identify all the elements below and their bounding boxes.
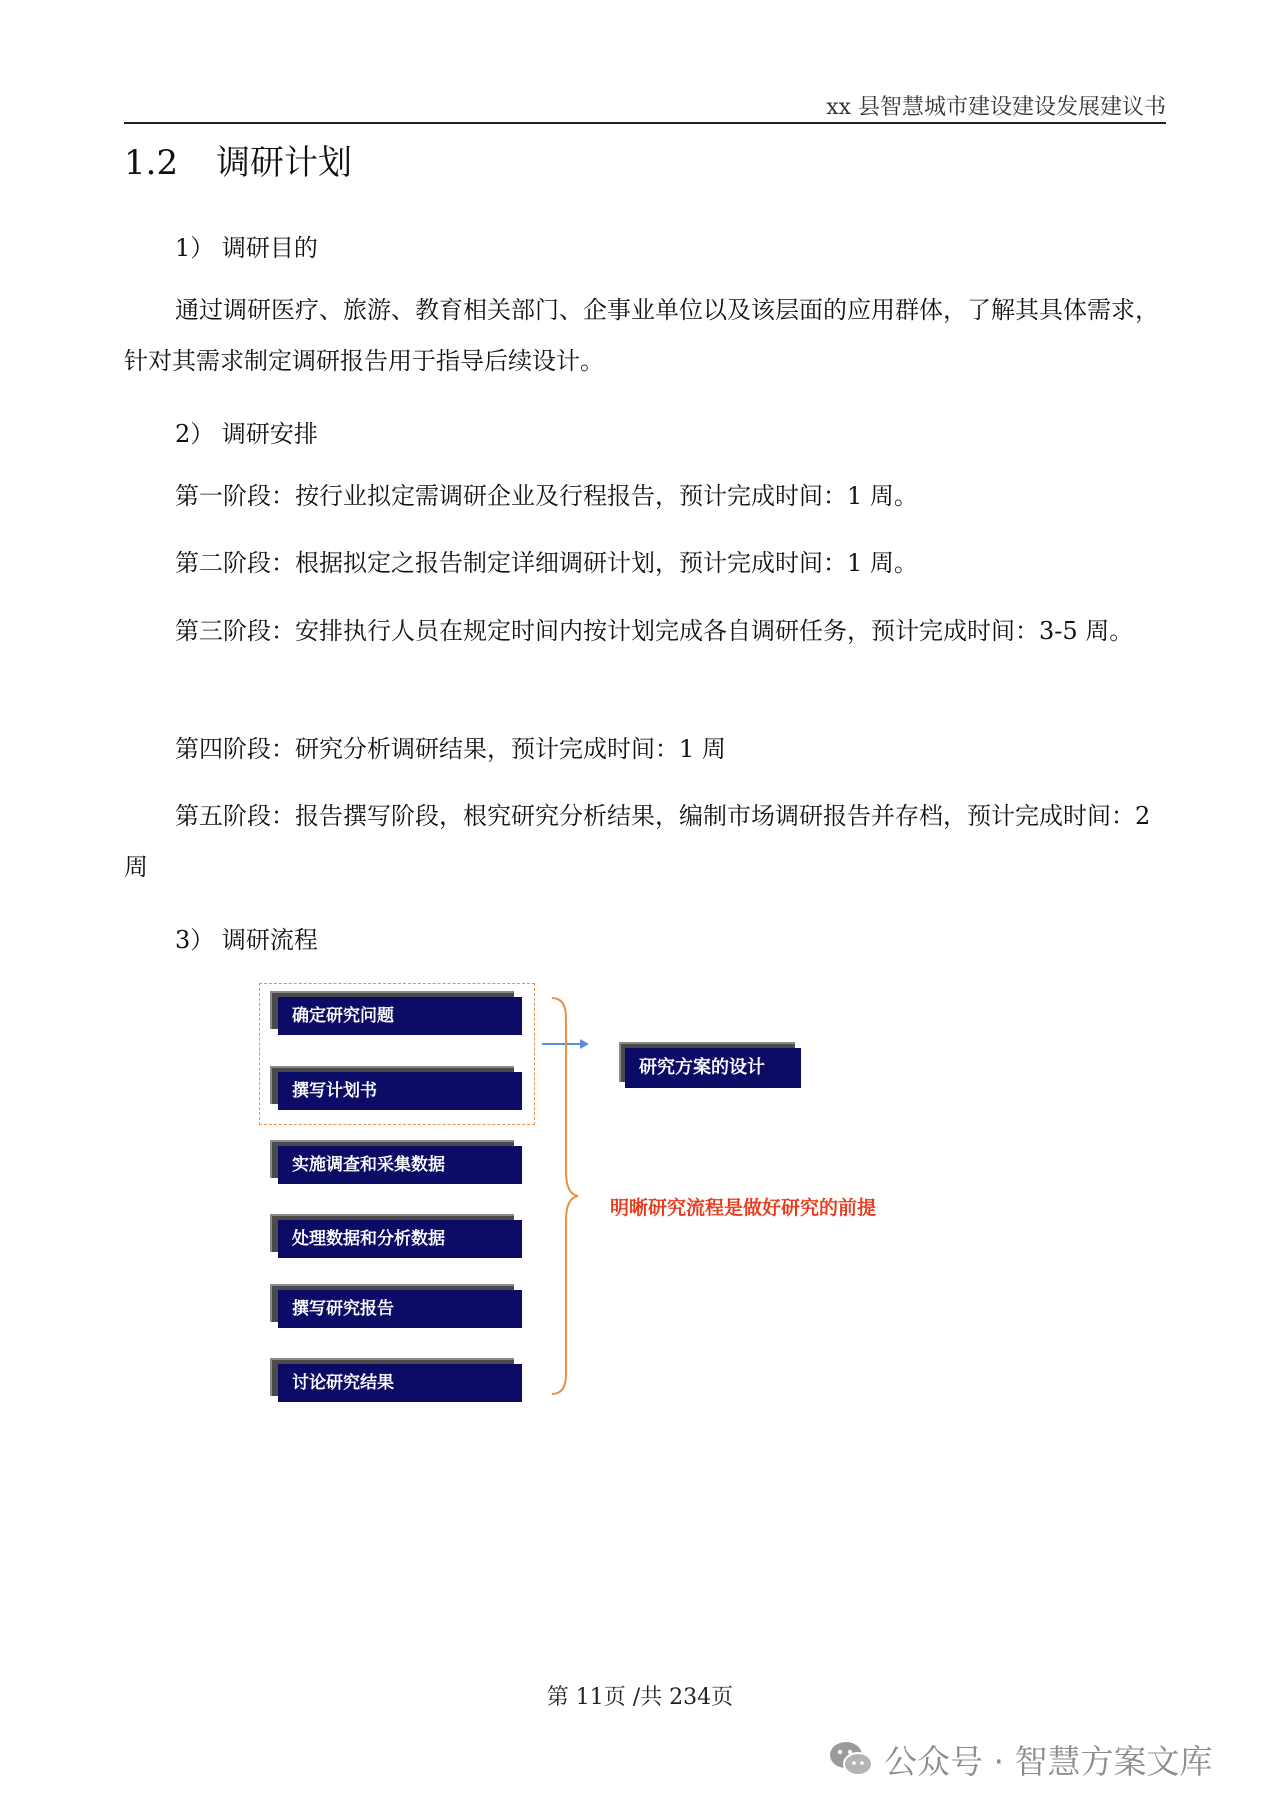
design-box-label: 研究方案的设计	[625, 1048, 801, 1088]
purpose-heading: 1） 调研目的	[175, 234, 318, 262]
watermark	[828, 1734, 1212, 1784]
section-heading	[124, 135, 352, 184]
process-step	[270, 1140, 514, 1178]
process-step	[270, 1358, 514, 1396]
process-step-label: 确定研究问题	[278, 997, 522, 1035]
process-step-label: 撰写计划书	[278, 1072, 522, 1110]
page-number: 第 11页 /共 234页	[546, 1685, 734, 1710]
design-box	[619, 1042, 795, 1082]
right-brace-icon	[540, 996, 580, 1396]
stage-2: 第二阶段：根据拟定之报告制定详细调研计划，预计完成时间：1 周。	[175, 549, 918, 577]
document-title: xx 县智慧城市建设建设发展建议书	[826, 95, 1166, 120]
watermark-text: 公众号 · 智慧方案文库	[884, 1741, 1213, 1781]
stage-5: 第五阶段：报告撰写阶段，根究研究分析结果，编制市场调研报告并存档，预计完成时间：2 周	[124, 802, 1151, 881]
stage-3: 第三阶段：安排执行人员在规定时间内按计划完成各自调研任务，预计完成时间：3-5 周。	[175, 617, 1134, 645]
arrangement-heading: 2） 调研安排	[175, 420, 318, 448]
purpose-text: 通过调研医疗、旅游、教育相关部门、企事业单位以及该层面的应用群体，了解其具体需求，针对其需求制定调研报告用于指导后续设计。	[124, 296, 1159, 375]
stage-4: 第四阶段：研究分析调研结果，预计完成时间：1 周	[175, 735, 726, 763]
section-number: 1.2	[124, 143, 179, 183]
premise-label: 明晰研究流程是做好研究的前提	[610, 1197, 877, 1219]
process-step	[270, 1066, 514, 1104]
process-heading: 3） 调研流程	[175, 926, 318, 954]
stage-1: 第一阶段：按行业拟定需调研企业及行程报告，预计完成时间：1 周。	[175, 482, 918, 510]
process-step-label: 实施调查和采集数据	[278, 1146, 522, 1184]
process-step-label: 处理数据和分析数据	[278, 1220, 522, 1258]
section-title: 调研计划	[216, 143, 352, 183]
process-step-label: 撰写研究报告	[278, 1290, 522, 1328]
process-step	[270, 991, 514, 1029]
page-header	[124, 90, 1166, 124]
process-step	[270, 1284, 514, 1322]
process-step-label: 讨论研究结果	[278, 1364, 522, 1402]
process-step	[270, 1214, 514, 1252]
wechat-icon	[828, 1739, 874, 1779]
